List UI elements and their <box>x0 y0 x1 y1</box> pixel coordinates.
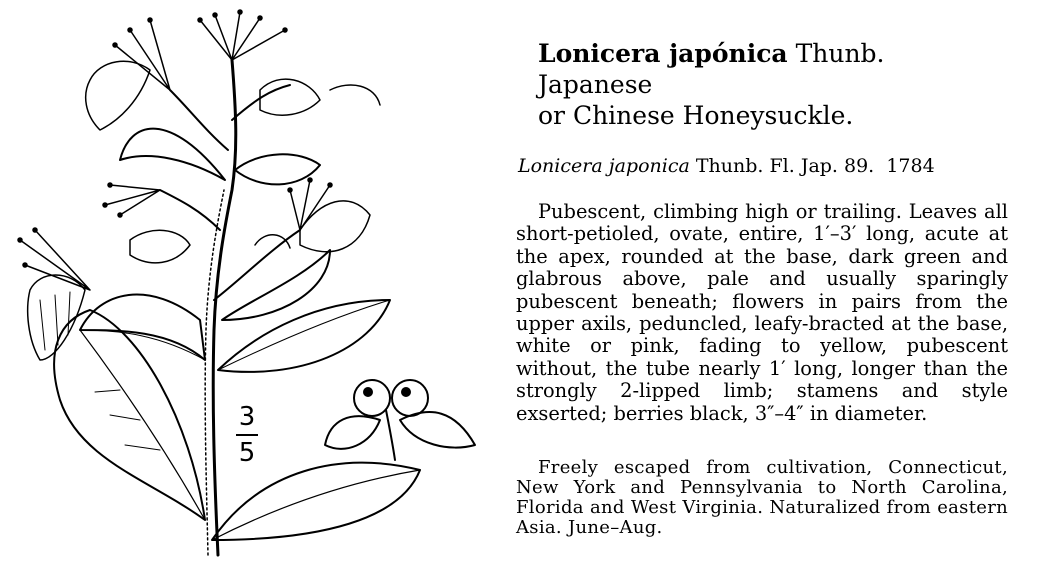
main-stem <box>213 60 236 555</box>
citation-reference: Thunb. Fl. Jap. 89. <box>695 155 875 177</box>
leaf <box>235 154 320 184</box>
leaf <box>400 412 475 448</box>
species-author: Thunb. <box>795 39 885 68</box>
citation <box>518 154 1008 178</box>
common-name-2: or Chinese Honeysuckle. <box>538 101 854 130</box>
scale-denominator: 5 <box>238 438 256 468</box>
citation-name: Lonicera japonica <box>518 155 690 177</box>
leaf <box>212 463 420 540</box>
berries <box>325 380 475 460</box>
leaf <box>218 300 390 372</box>
flower-cluster-left <box>18 228 90 360</box>
scale-fraction <box>236 404 258 466</box>
citation-year: 1784 <box>886 155 935 177</box>
honeysuckle-illustration <box>0 0 500 573</box>
range-text: Freely escaped from cultivation, Connecticut, New York and Pennsylvania to North Carolina, Florida and West Virginia. Naturalized from eastern Asia. June–Aug. <box>516 457 1008 539</box>
scale-numerator: 3 <box>238 402 256 432</box>
text-column <box>516 38 1008 538</box>
species-name: Lonicera japónica <box>538 39 788 68</box>
leaf <box>222 250 330 320</box>
leaf <box>54 310 205 520</box>
species-title <box>538 38 1008 131</box>
leaf <box>120 129 225 180</box>
leaf <box>325 416 380 449</box>
common-name-1: Japanese <box>538 70 653 99</box>
description: Pubescent, climbing high or trailing. Leaves all short-petioled, ovate, entire, 1′–3′ long, acute at the apex, rounded at the base, dark green and glabrous above, pale and usually sparingly pubescent beneath; flowers in pairs from the upper axils, peduncled, leafy-bracted at the base, white or pink, fading to yellow, pubescent without, the tube nearly 1′ long, longer than the strongly 2-lipped limb; stamens and style exserted; berries black, 3″–4″ in diameter. <box>516 200 1008 425</box>
scale-divider <box>236 434 258 436</box>
